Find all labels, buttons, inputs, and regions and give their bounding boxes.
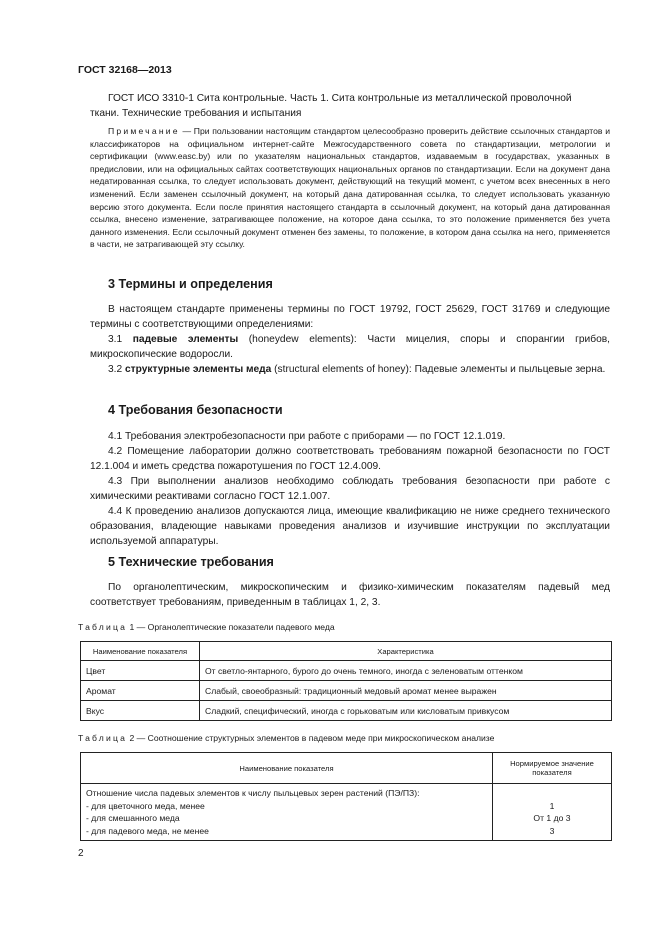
table-cell: Слабый, своеобразный: традиционный медовый аромат менее выражен: [200, 681, 612, 701]
table-2-value: 1: [549, 800, 555, 811]
para-4-3: 4.3 При выполнении анализов необходимо соблюдать требования безопасности при работе с химическими реактивами согласно ГОСТ 12.1.007.: [90, 476, 610, 502]
note-block: [90, 125, 610, 251]
para-4-4: 4.4 К проведению анализов допускаются лица, имеющие квалификацию не ниже среднего технического образования, владеющие навыками проведения анализов и изучившие инструкции по эксплуатации используемой аппаратуры.: [90, 506, 610, 547]
table-cell: От светло-янтарного, бурого до очень темного, иногда с зеленоватым оттенком: [200, 661, 612, 681]
term-3-1: [90, 332, 610, 362]
table-1: [80, 641, 612, 721]
table-cell: Сладкий, специфический, иногда с горьковатым или кисловатым привкусом: [200, 701, 612, 721]
table-1-col-name: Наименование показателя: [81, 642, 200, 661]
term-3-2-definition: (structural elements of honey): Падевые элементы и пыльцевые зерна.: [271, 364, 606, 375]
table-2-item: - для цветочного меда, менее: [86, 800, 205, 811]
table-row: [81, 701, 612, 721]
table-2-value: От 1 до 3: [533, 813, 571, 823]
table-1-label: Таблица: [78, 622, 128, 632]
note-label: Примечание: [108, 126, 180, 136]
section-3-title: 3 Термины и определения: [108, 277, 273, 291]
table-row: [81, 784, 612, 841]
running-header: ГОСТ 32168—2013: [78, 64, 172, 76]
section-3-intro: В настоящем стандарте применены термины по ГОСТ 19792, ГОСТ 25629, ГОСТ 31769 и следующие термины с соответствующими определениями:: [90, 304, 610, 330]
table-2-main-indicator: Отношение числа падевых элементов к числу пыльцевых зерен растений (ПЭ/ПЗ):: [86, 788, 420, 798]
term-3-1-number: 3.1: [108, 334, 133, 345]
reference-line-1: ГОСТ ИСО 3310-1 Сита контрольные. Часть 1. Сита контрольные из металлической проволочной: [108, 93, 572, 104]
reference-line-2: ткани. Технические требования и испытания: [90, 108, 302, 119]
section-5-title: 5 Технические требования: [108, 555, 274, 569]
para-4-2: 4.2 Помещение лаборатории должно соответствовать требованиям пожарной безопасности по ГОСТ 12.1.004 и иметь средства пожаротушения по ГОСТ 12.4.009.: [90, 446, 610, 472]
table-cell: [493, 784, 612, 841]
table-2-col-value: Нормируемое значение показателя: [493, 753, 612, 784]
reference-entry: [90, 91, 610, 121]
table-row: [81, 661, 612, 681]
note-text: — При пользовании настоящим стандартом целесообразно проверить действие ссылочных стандартов и классификаторов на официальном интернет-сайте Межгосударственного совета по стандартизации, метрологии и сертификации (www.easc.by) или по указателям национальных стандартов, издаваемым в государствах, указанных в предисловии, или на официальных сайтах соответствующих национальных органов по стандартизации. Если на документ дана недатированная ссылка, то следует использовать документ, действующий на текущий момент, с учетом всех внесенных в него изменений. Если заменен ссылочный документ, на который дана датированная ссылка, то следует использовать указанную версию этого документа. Если после принятия настоящего стандарта в ссылочный документ, на который дана датированная ссылка, внесено изменение, затрагивающее положение, на которое дана ссылка, то это положение применяется без учета данного изменения. Если ссылочный документ отменен без замены, то положение, в котором дана ссылка на него, применяется в части, не затрагивающей эту ссылку.: [90, 126, 610, 250]
table-2-col-name: Наименование показателя: [81, 753, 493, 784]
table-1-caption: [78, 622, 335, 632]
table-2: [80, 752, 612, 841]
term-3-2-number: 3.2: [108, 364, 125, 375]
table-1-header-row: [81, 642, 612, 661]
section-4-body: [90, 429, 610, 549]
table-row: [81, 681, 612, 701]
term-3-2-term: структурные элементы меда: [125, 364, 272, 375]
term-3-1-definition: (honeydew elements): Части мицелия, споры и спорангии грибов, микроскопические водоросли.: [90, 334, 610, 360]
table-cell: Аромат: [81, 681, 200, 701]
page-number: 2: [78, 848, 84, 859]
table-1-title: 1 — Органолептические показатели падевого меда: [127, 622, 335, 632]
para-4-1: 4.1 Требования электробезопасности при работе с приборами — по ГОСТ 12.1.019.: [108, 431, 506, 442]
table-2-caption: [78, 733, 494, 743]
section-5-intro: По органолептическим, микроскопическим и физико-химическим показателям падевый мед соответствует требованиям, приведенным в таблицах 1, 2, 3.: [90, 582, 610, 608]
table-cell: Вкус: [81, 701, 200, 721]
table-1-col-characteristic: Характеристика: [200, 642, 612, 661]
table-2-item: - для смешанного меда: [86, 813, 180, 823]
table-2-item: - для падевого меда, не менее: [86, 825, 209, 836]
section-3-body: [90, 302, 610, 377]
term-3-2: [90, 362, 610, 377]
section-5-body: [90, 580, 610, 610]
table-2-value: 3: [549, 825, 555, 836]
table-cell: [81, 784, 493, 841]
table-2-header-row: [81, 753, 612, 784]
term-3-1-term: падевые элементы: [132, 334, 239, 345]
section-4-title: 4 Требования безопасности: [108, 403, 283, 417]
table-2-title: 2 — Соотношение структурных элементов в падевом меде при микроскопическом анализе: [127, 733, 495, 743]
table-cell: Цвет: [81, 661, 200, 681]
table-2-label: Таблица: [78, 733, 128, 743]
